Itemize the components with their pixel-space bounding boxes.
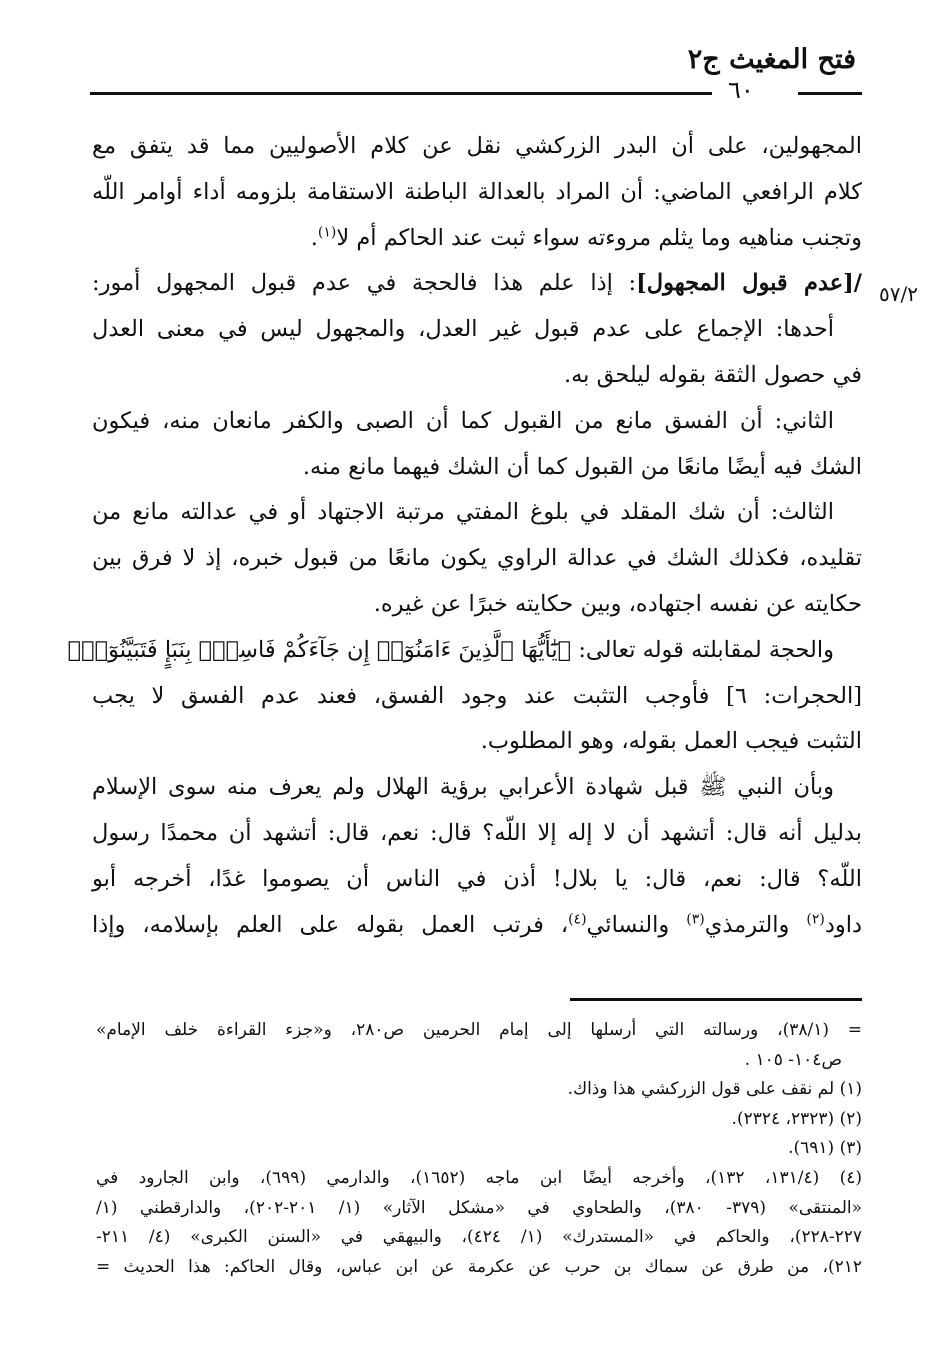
text-line: التثبت فيجب العمل بقوله، وهو المطلوب. — [480, 728, 862, 755]
text-line: [الحجرات: ٦] فأوجب التثبت عند وجود الفسق، فعند عدم الفسق لا يجب — [92, 682, 862, 709]
text-line: بدليل أنه قال: أتشهد أن لا إله إلا اللّه؟ قال: نعم، قال: أتشهد أن محمدًا رسول — [92, 819, 862, 846]
footnote-marker: (٣) — [686, 911, 705, 928]
text-line: اللّه؟ قال: نعم، قال: يا بلال! أذن في الناس أن يصوموا غدًا، أخرجه أبو — [92, 865, 862, 892]
footnote-line: ٢١٢)، من طرق عن سماك بن حرب عن عكرمة عن ابن عباس، وقال الحاكم: هذا الحديث = — [96, 1256, 862, 1277]
text-line: أحدها: الإجماع على عدم قبول غير العدل، والمجهول ليس في معنى العدل — [92, 316, 834, 343]
running-head-title: فتح المغيث ج٢ — [687, 44, 856, 75]
footnote-line: = (٣٨/١)، ورسالته التي أرسلها إلى إمام الحرمين ص٢٨٠، و«جزء القراءة خلف الإمام» — [96, 1020, 863, 1040]
footnote-marker: (٢) — [806, 911, 825, 928]
text-span: . — [310, 224, 318, 251]
footnotes — [96, 1016, 862, 1282]
section-heading: [عدم قبول المجهول] — [636, 270, 854, 297]
text-line: الثالث: أن شك المقلد في بلوغ المفتي مرتبة الاجتهاد أو في عدالته مانع من — [92, 499, 834, 526]
text-span: والنسائي — [586, 911, 687, 938]
text-line: الثاني: أن الفسق مانع من القبول كما أن الصبى والكفر مانعان منه، فيكون — [92, 407, 834, 434]
text-line: الشك فيه أيضًا مانعًا من القبول كما أن الشك فيهما مانع منه. — [302, 453, 862, 480]
main-text — [67, 124, 863, 948]
footnote-line: ٢٢٧-٢٢٨)، والحاكم في «المستدرك» (١/ ٤٢٤)، والبيهقي في «السنن الكبرى» (٤/ ٢١١- — [96, 1227, 863, 1248]
text-line: في حصول الثقة بقوله ليلحق به. — [563, 361, 862, 388]
footnote-separator — [570, 998, 862, 1001]
footnote-line: (٣) (٦٩١). — [788, 1138, 862, 1159]
text-line: كلام الرافعي الماضي: أن المراد بالعدالة الباطنة الاستقامة بلزومه أداء أوامر اللّه — [92, 178, 862, 205]
text-line: حكايته عن نفسه اجتهاده، وبين حكايته خبرًا عن غيره. — [373, 590, 862, 617]
page-number-rule — [798, 92, 862, 95]
text-line — [92, 903, 862, 949]
quran-verse-line: والحجة لمقابلته قوله تعالى: ﴿يَٰٓأَيُّهَا ٱلَّذِينَ ءَامَنُوٓا۟ إِن جَآءَكُمْ فَاسِقٌۢ بِنَبَإٍ فَتَبَيَّنُوٓا۟﴾ — [67, 636, 834, 663]
footnote-line: «المنتقى» (٣٧٩- ٣٨٠)، والطحاوي في «مشكل الآثار» (١/ ٢٠١-٢٠٢)، والدارقطني (١/ — [96, 1197, 863, 1218]
section-heading-line — [92, 261, 862, 307]
text-line: المجهولين، على أن البدر الزركشي نقل عن كلام الأصوليين مما قد يتفق مع — [92, 133, 862, 159]
text-span: داود — [824, 911, 862, 938]
footnote-line: (٤) (١٣١/٤، ١٣٢)، وأخرجه أيضًا ابن ماجه (١٦٥٢)، والدارمي (٦٩٩)، وابن الجارود في — [96, 1167, 862, 1188]
header-rule — [90, 92, 712, 95]
page-number: ٦٠ — [728, 76, 754, 104]
footnote-line: (١) لم نقف على قول الزركشي هذا وذاك. — [567, 1079, 862, 1100]
text-span: : إذا علم هذا فالحجة في عدم قبول المجهول أمور: — [92, 270, 637, 297]
footnote-marker: (١) — [317, 224, 337, 241]
text-line: تقليده، فكذلك الشك في عدالة الراوي يكون مانعًا من قبول خبره، إذ لا فرق بين — [92, 545, 862, 572]
margin-reference: ٥٧/٢ — [879, 282, 918, 306]
section-slash: / — [853, 270, 863, 297]
footnote-line: ص١٠٤- ١٠٥ . — [744, 1049, 842, 1070]
text-line: وبأن النبي ﷺ قبل شهادة الأعرابي برؤية الهلال ولم يعرف منه سوى الإسلام — [92, 774, 834, 801]
footnote-marker: (٤) — [568, 911, 587, 928]
text-span: ، فرتب العمل بقوله على العلم بإسلامه، وإذا — [92, 911, 569, 938]
text-span: وتجنب مناهيه وما يثلم مروءته سواء ثبت عند الحاكم أم لا — [336, 224, 862, 251]
text-span: والترمذي — [704, 911, 807, 938]
text-line — [92, 216, 862, 262]
footnote-line: (٢) (٢٣٢٣، ٢٣٢٤). — [731, 1108, 862, 1129]
